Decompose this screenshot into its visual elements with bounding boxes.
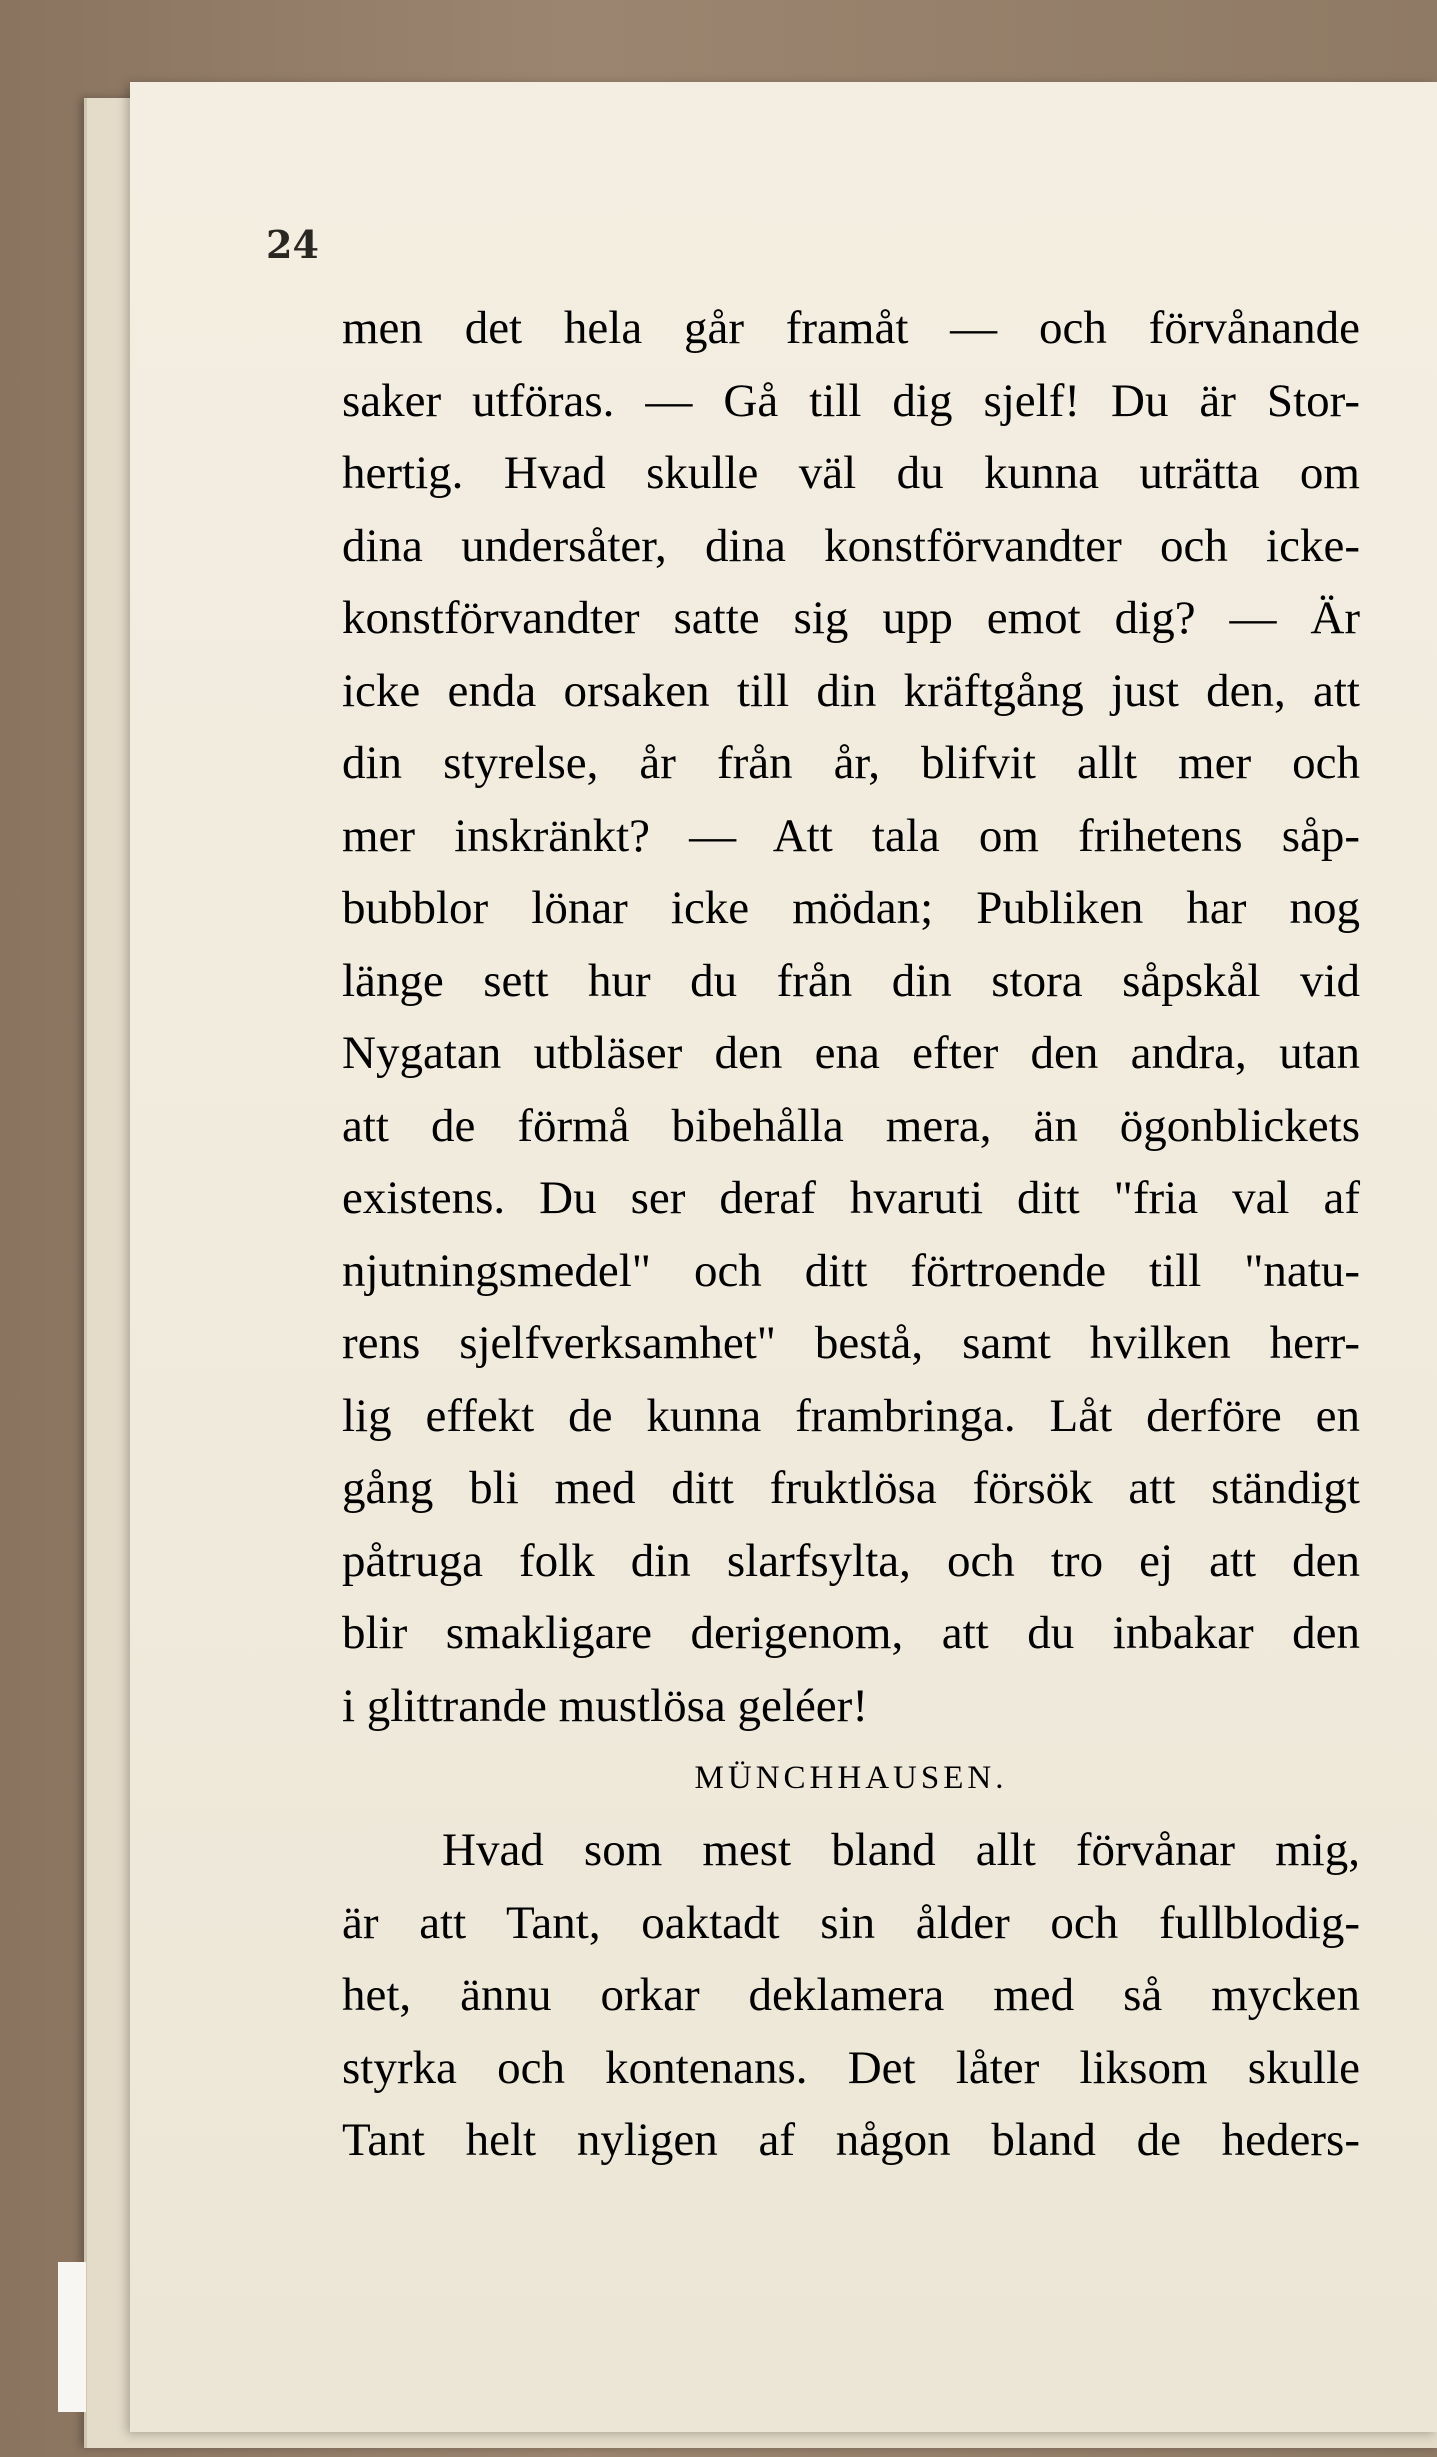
text-line: icke enda orsaken till din kräftgång just den, att — [342, 664, 1360, 717]
text-line: njutningsmedel" och ditt förtroende till "natu- — [342, 1244, 1360, 1297]
text-line: styrka och kontenans. Det låter liksom skulle — [342, 2041, 1360, 2094]
text-line: konstförvandter satte sig upp emot dig? — Är — [342, 592, 1360, 644]
text-line: lig effekt de kunna frambringa. Låt derföre en — [342, 1389, 1360, 1442]
text-line: i glittrande mustlösa geléer! — [342, 1679, 868, 1732]
text-line: dina undersåter, dina konstförvandter och icke- — [342, 519, 1360, 572]
speaker-name: MÜNCHHAUSEN. — [694, 1760, 1008, 1796]
text-line: bubblor lönar icke mödan; Publiken har nog — [342, 882, 1360, 934]
text-line: blir smakligare derigenom, att du inbakar den — [342, 1607, 1360, 1659]
text-line: Nygatan utbläser den ena efter den andra, utan — [342, 1027, 1360, 1079]
text-block — [342, 292, 1360, 2177]
paper-tab — [58, 2262, 86, 2412]
text-line: är att Tant, oaktadt sin ålder och fullblodig- — [342, 1896, 1360, 1949]
text-line: hertig. Hvad skulle väl du kunna uträtta om — [342, 447, 1360, 499]
text-line: att de förmå bibehålla mera, än ögonblickets — [342, 1099, 1360, 1152]
text-line: Tant helt nyligen af någon bland de heders- — [342, 2114, 1360, 2166]
text-line: påtruga folk din slarfsylta, och tro ej att den — [342, 1534, 1360, 1587]
text-line: Hvad som mest bland allt förvånar mig, — [442, 1824, 1360, 1876]
text-line: saker utföras. — Gå till dig sjelf! Du är Stor- — [342, 374, 1360, 427]
text-line: din styrelse, år från år, blifvit allt mer och — [342, 737, 1360, 789]
text-line: mer inskränkt? — Att tala om frihetens såp- — [342, 809, 1360, 862]
text-line: existens. Du ser deraf hvaruti ditt "fria val af — [342, 1172, 1360, 1224]
text-line: gång bli med ditt fruktlösa försök att ständigt — [342, 1462, 1360, 1514]
text-line: men det hela går framåt — och förvånande — [342, 302, 1360, 354]
text-line: länge sett hur du från din stora såpskål vid — [342, 954, 1360, 1007]
page-number: 24 — [266, 222, 319, 267]
text-line: het, ännu orkar deklamera med så mycken — [342, 1969, 1360, 2021]
text-line: rens sjelfverksamhet" bestå, samt hvilken herr- — [342, 1317, 1360, 1369]
